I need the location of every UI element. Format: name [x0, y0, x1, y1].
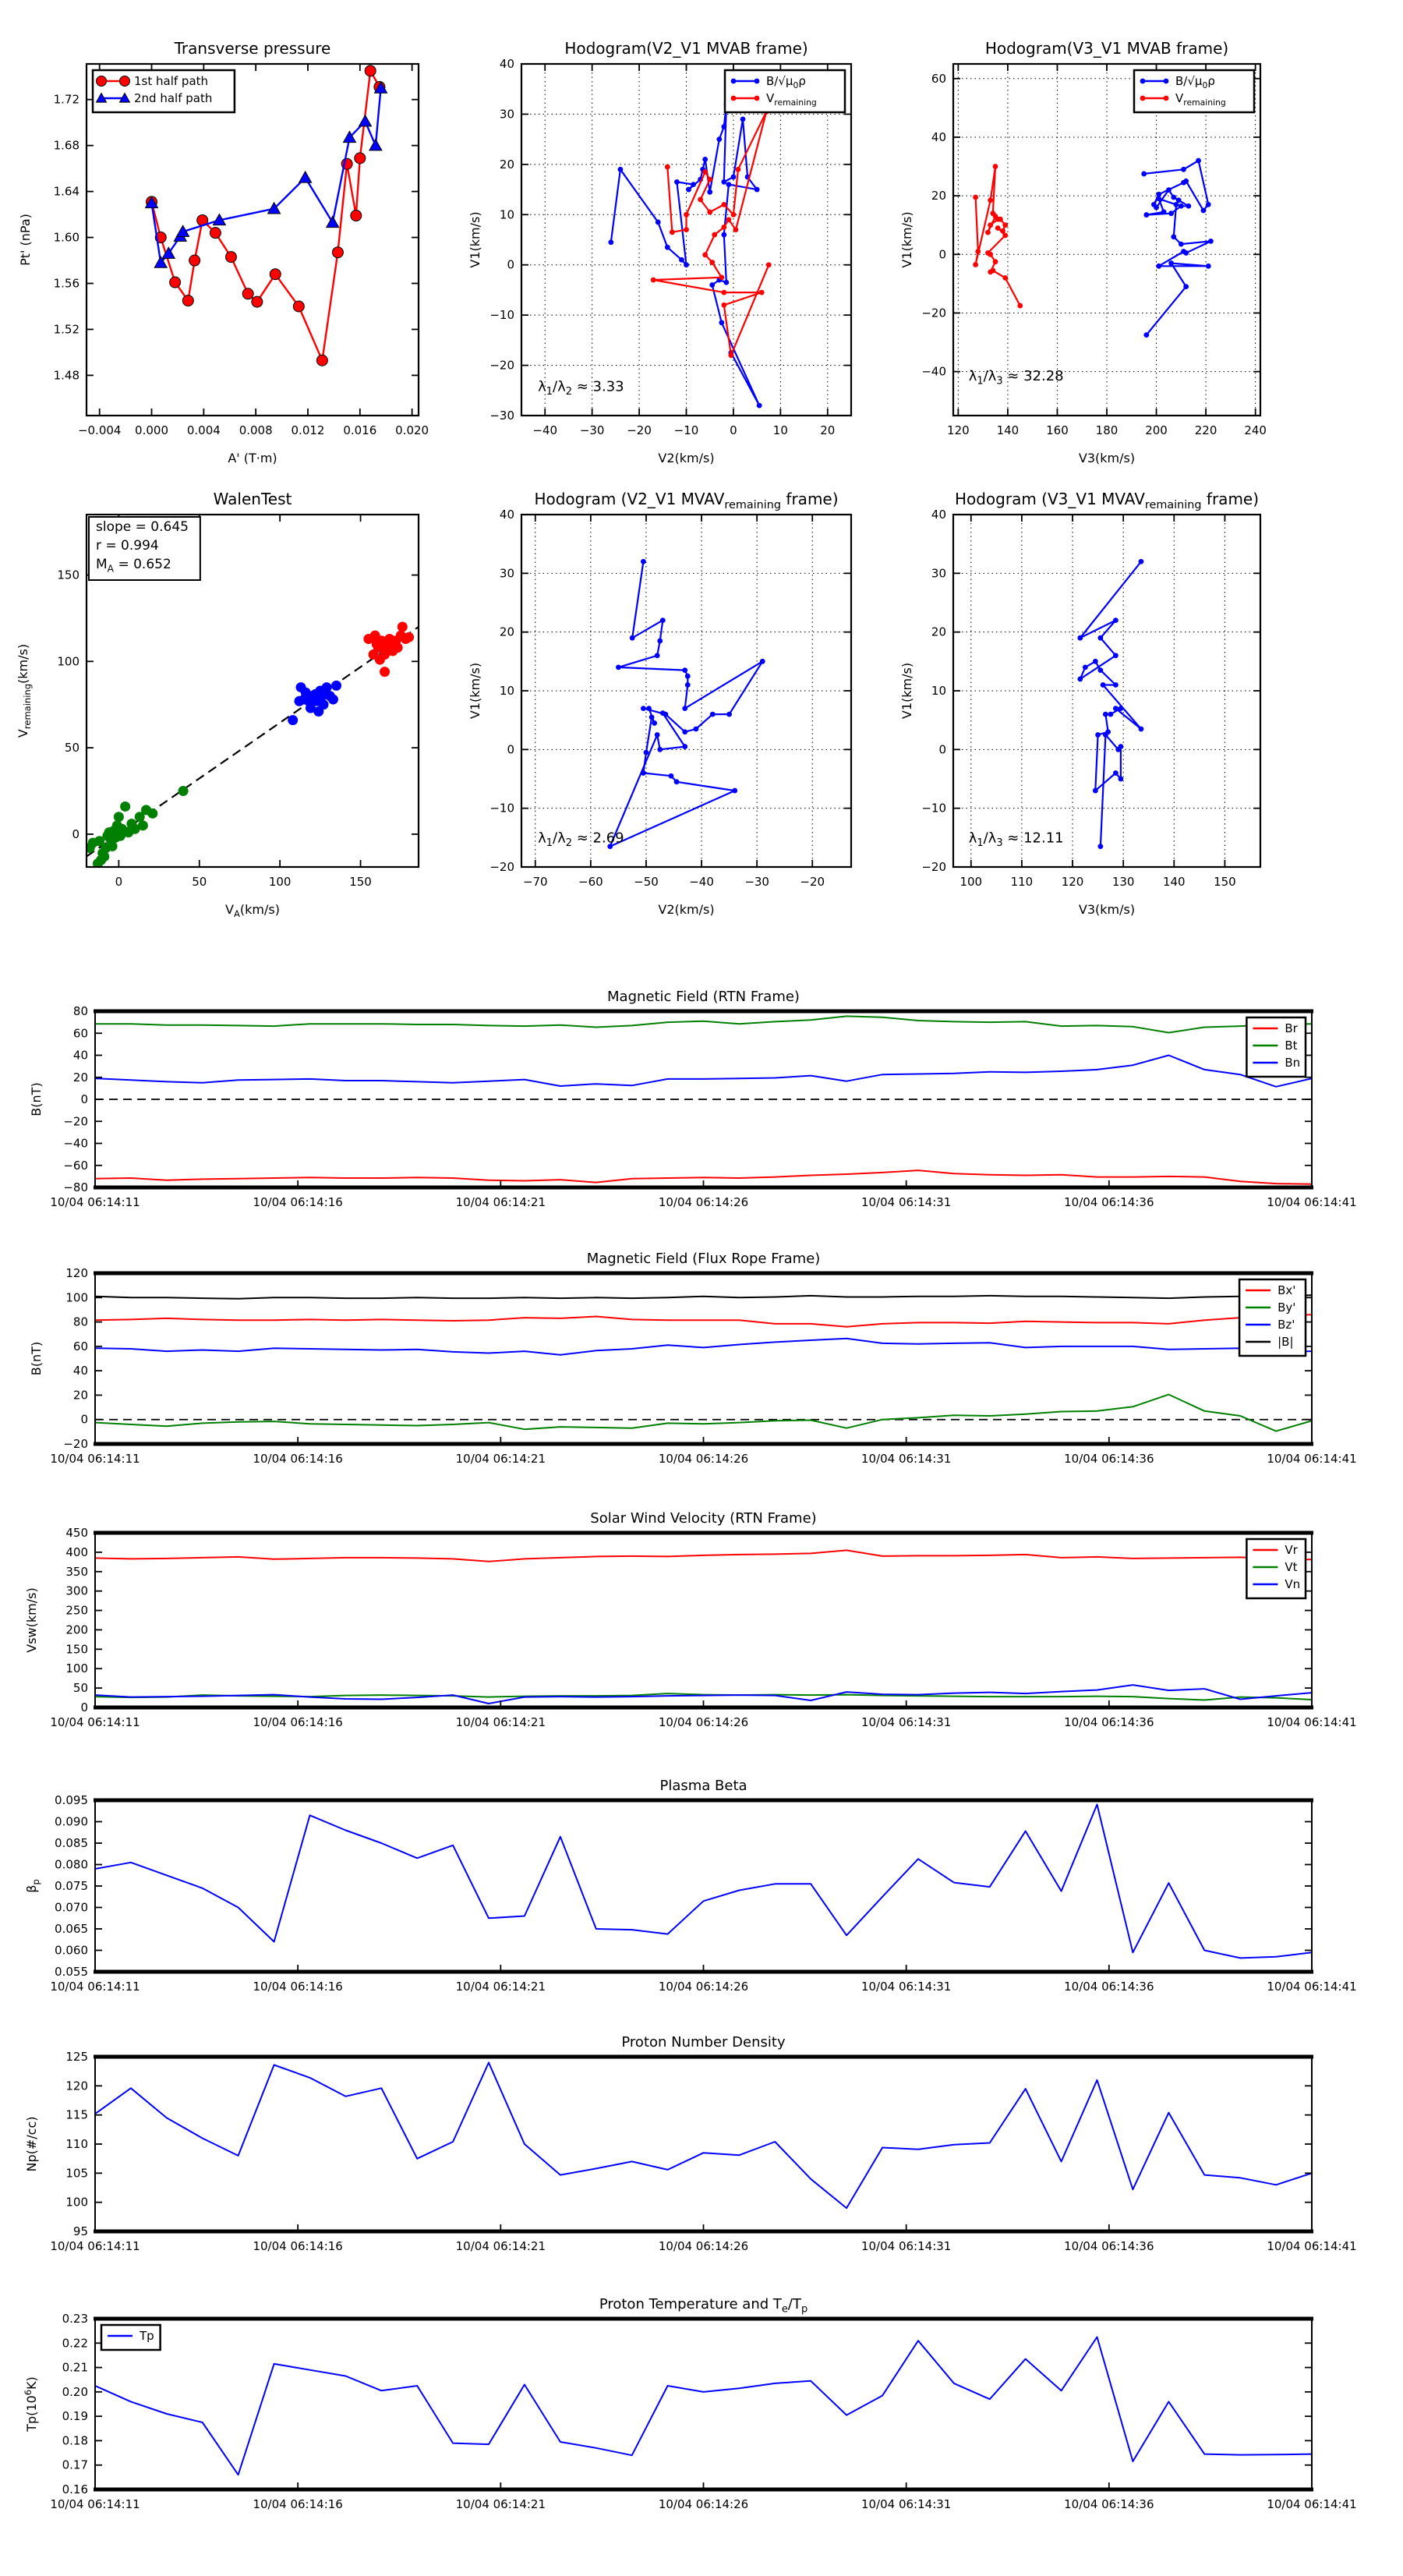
- x-tick-label: 10/04 06:14:21: [455, 1715, 546, 1729]
- x-tick-label: 10: [772, 423, 788, 437]
- legend-label: By': [1278, 1300, 1296, 1315]
- x-axis-label: V3(km/s): [1078, 902, 1136, 917]
- x-tick-label: 10/04 06:14:31: [861, 1195, 952, 1209]
- y-tick-label: 1.52: [53, 322, 80, 337]
- series-layer: [973, 158, 1214, 338]
- x-tick-label: 10/04 06:14:11: [50, 1195, 140, 1209]
- y-axis-label: V1(km/s): [899, 211, 914, 268]
- y-tick-label: 40: [499, 57, 514, 71]
- series-layer: [608, 101, 771, 408]
- legend: [725, 70, 845, 112]
- y-tick-label: −20: [489, 358, 514, 373]
- y-tick-label: 0.20: [62, 2384, 88, 2399]
- plot-walen-test: [16, 490, 419, 919]
- y-tick-label: 40: [499, 508, 514, 522]
- lambda-ratio-annotation: $\lambda_1/\lambda_3 \approx 12.11$: [968, 830, 1064, 849]
- series-np: [95, 2063, 1312, 2209]
- series-v-remaining: [973, 164, 1023, 308]
- y-axis-label: Vsw(km/s): [24, 1587, 39, 1653]
- y-tick-label: 1.60: [53, 230, 80, 245]
- plot-title: Hodogram (V3_V1 $MVAV_{remaining}$ frame): [954, 490, 1260, 511]
- y-tick-label: 80: [72, 1004, 88, 1018]
- y-tick-label: 0: [507, 742, 514, 757]
- x-tick-label: 100: [959, 875, 983, 889]
- x-tick-label: 10/04 06:14:36: [1064, 1980, 1154, 1994]
- x-tick-label: 10/04 06:14:41: [1267, 1452, 1357, 1466]
- grid: [953, 64, 1260, 416]
- x-tick-label: 10/04 06:14:16: [253, 1715, 343, 1729]
- x-tick-label: 10/04 06:14:31: [861, 1452, 952, 1466]
- lambda-ratio-annotation: $\lambda_1/\lambda_2 \approx 2.69$: [538, 830, 624, 849]
- x-tick-label: −40: [689, 875, 714, 889]
- y-tick-label: 115: [65, 2107, 88, 2122]
- y-tick-label: 10: [931, 684, 946, 698]
- series-layer: [95, 2337, 1312, 2475]
- legend: [1134, 70, 1254, 112]
- x-tick-label: −20: [627, 423, 652, 437]
- y-tick-label: −30: [489, 409, 514, 423]
- y-tick-label: 150: [65, 1642, 88, 1657]
- x-tick-label: 150: [1214, 875, 1236, 889]
- series-first-interval: [85, 786, 189, 877]
- x-tick-label: 10/04 06:14:31: [861, 1980, 952, 1994]
- x-tick-label: 0.012: [291, 423, 325, 437]
- y-tick-label: 0.090: [55, 1814, 88, 1829]
- x-tick-label: 10/04 06:14:21: [455, 2497, 546, 2511]
- lambda-ratio-annotation: $\lambda_1/\lambda_2 \approx 3.33$: [538, 378, 624, 398]
- legend-label: Vt: [1285, 1560, 1298, 1574]
- x-tick-label: −10: [673, 423, 699, 437]
- legend-label: Bx': [1278, 1283, 1296, 1297]
- ticks: [54, 64, 429, 437]
- y-tick-label: −20: [921, 306, 946, 320]
- x-tick-label: 10/04 06:14:11: [50, 1980, 140, 1994]
- x-tick-label: 180: [1095, 423, 1119, 437]
- stats-line: r = 0.994: [96, 538, 159, 554]
- y-tick-label: −20: [921, 860, 946, 874]
- axes-frame: [94, 2057, 1313, 2231]
- x-tick-label: 10/04 06:14:11: [50, 2239, 140, 2253]
- axes-frame: [94, 1800, 1313, 1972]
- series-tp: [95, 2337, 1312, 2475]
- legend-label: 2nd half path: [134, 91, 213, 105]
- x-tick-label: 0: [730, 423, 737, 437]
- y-tick-label: 80: [72, 1315, 88, 1329]
- legend-label: Tp: [140, 2329, 154, 2343]
- legend: [1239, 1279, 1306, 1356]
- series-bt: [95, 1016, 1312, 1032]
- x-tick-label: −30: [579, 423, 605, 437]
- y-tick-label: −20: [63, 1114, 88, 1129]
- x-tick-label: 10/04 06:14:41: [1267, 1980, 1357, 1994]
- x-tick-label: −50: [634, 875, 659, 889]
- y-tick-label: 0.070: [55, 1900, 88, 1915]
- x-tick-label: 10/04 06:14:26: [658, 1715, 749, 1729]
- y-tick-label: 120: [65, 1266, 88, 1280]
- y-axis-label: V1(km/s): [468, 662, 482, 720]
- series-by-: [95, 1395, 1312, 1431]
- x-tick-label: 10/04 06:14:41: [1267, 1195, 1357, 1209]
- y-axis-label: V1(km/s): [899, 662, 914, 720]
- series-layer: [95, 1295, 1312, 1431]
- y-tick-label: 0: [80, 1092, 88, 1106]
- y-axis-label: V1(km/s): [468, 211, 482, 268]
- x-tick-label: 10/04 06:14:11: [50, 2497, 140, 2511]
- series-vr: [95, 1550, 1312, 1561]
- legend-label: $B/√\mu_0\rho$: [1175, 74, 1215, 90]
- x-tick-label: −70: [522, 875, 548, 889]
- y-tick-label: 60: [72, 1339, 88, 1353]
- y-tick-label: 105: [65, 2166, 88, 2181]
- x-tick-label: 10/04 06:14:26: [658, 1195, 749, 1209]
- y-tick-label: 250: [65, 1603, 88, 1618]
- plot-title: Hodogram(V3_V1 MVAB frame): [984, 39, 1229, 58]
- plot-hodogram-v2v1-mvab: [468, 39, 851, 465]
- x-tick-label: 10/04 06:14:16: [253, 1195, 343, 1209]
- legend-label: Vr: [1285, 1543, 1298, 1557]
- x-tick-label: 10/04 06:14:36: [1064, 1195, 1154, 1209]
- y-axis-label: B(nT): [29, 1341, 44, 1376]
- y-tick-label: 0: [507, 257, 514, 272]
- x-tick-label: 120: [947, 423, 970, 437]
- y-tick-label: 0: [72, 826, 80, 841]
- y-axis-label: Np(#/cc): [24, 2116, 39, 2172]
- x-tick-label: 10/04 06:14:41: [1267, 2239, 1357, 2253]
- axes-frame: [87, 64, 419, 416]
- y-tick-label: 1.68: [53, 138, 80, 153]
- series-v-remaining: [651, 109, 772, 358]
- y-tick-label: 50: [72, 1681, 88, 1696]
- plot-hodogram-v3v1-mvab: [899, 39, 1267, 465]
- legend: [101, 2325, 161, 2350]
- plot-title: Magnetic Field (RTN Frame): [607, 989, 800, 1005]
- x-tick-label: 220: [1194, 423, 1217, 437]
- series-last-interval: [363, 622, 414, 678]
- legend-label: $B/√\mu_0\rho$: [766, 74, 806, 90]
- series-b-sqrt-mu0-rho-: [1141, 158, 1214, 338]
- series-beta-p: [95, 1805, 1312, 1959]
- series-middle-interval: [288, 681, 341, 725]
- x-tick-label: 10/04 06:14:11: [50, 1452, 140, 1466]
- plot-title: Proton Number Density: [621, 2034, 786, 2051]
- series-bz-: [95, 1339, 1312, 1355]
- lambda-ratio-annotation: $\lambda_1/\lambda_3 \approx 32.28$: [968, 367, 1064, 387]
- x-tick-label: 240: [1244, 423, 1267, 437]
- y-tick-label: −10: [921, 801, 946, 816]
- ticks: [50, 1793, 1356, 1994]
- axes-frame: [94, 2319, 1313, 2489]
- x-tick-label: 0: [115, 875, 123, 889]
- x-tick-label: 10/04 06:14:41: [1267, 2497, 1357, 2511]
- x-tick-label: 160: [1046, 423, 1069, 437]
- y-tick-label: 0.055: [55, 1965, 88, 1979]
- x-tick-label: −60: [578, 875, 603, 889]
- y-tick-label: 0.075: [55, 1879, 88, 1893]
- x-tick-label: −20: [800, 875, 825, 889]
- y-tick-label: 0: [80, 1700, 88, 1714]
- y-tick-label: 60: [72, 1026, 88, 1041]
- x-tick-label: 10/04 06:14:36: [1064, 2239, 1154, 2253]
- y-tick-label: 0.17: [62, 2457, 88, 2472]
- y-tick-label: 200: [65, 1622, 88, 1637]
- y-tick-label: 20: [931, 625, 946, 639]
- series-b-sqrt-mu0-rho-: [608, 101, 762, 408]
- y-tick-label: 10: [499, 207, 514, 222]
- y-tick-label: 125: [65, 2050, 88, 2064]
- y-tick-label: 0.22: [62, 2336, 88, 2351]
- x-tick-label: 120: [1061, 875, 1084, 889]
- x-axis-label: V2(km/s): [658, 451, 715, 465]
- y-tick-label: 350: [65, 1564, 88, 1579]
- legend-label: Br: [1285, 1021, 1298, 1035]
- plot-solar-wind-velocity: [24, 1510, 1357, 1729]
- y-tick-label: 0: [938, 742, 946, 757]
- y-tick-label: 450: [65, 1526, 88, 1540]
- y-tick-label: 40: [72, 1048, 88, 1063]
- axes-frame: [953, 515, 1260, 867]
- series-bn: [95, 1056, 1312, 1087]
- y-tick-label: 20: [499, 157, 514, 172]
- legend-label: $V_{remaining}$: [1175, 91, 1226, 108]
- series--b-: [95, 1295, 1312, 1299]
- plot-hodogram-v2v1-mvav: [468, 490, 851, 917]
- x-tick-label: 10/04 06:14:26: [658, 1980, 749, 1994]
- y-axis-label: $V_{remaining}(km/s)$: [16, 643, 33, 738]
- plot-title: Hodogram (V2_V1 $MVAV_{remaining}$ frame): [534, 490, 839, 511]
- plot-title: Plasma Beta: [659, 1778, 747, 1794]
- series-layer: [607, 559, 765, 849]
- y-tick-label: 150: [57, 568, 80, 582]
- y-tick-label: 40: [931, 508, 946, 522]
- x-tick-label: 140: [1162, 875, 1186, 889]
- legend: [93, 70, 235, 112]
- x-tick-label: 0.016: [343, 423, 377, 437]
- y-axis-label: $Tp(10^6K)$: [22, 2376, 39, 2432]
- x-tick-label: 20: [820, 423, 836, 437]
- x-axis-label: V3(km/s): [1078, 451, 1136, 465]
- x-tick-label: 150: [349, 875, 372, 889]
- y-tick-label: 0.060: [55, 1943, 88, 1958]
- y-tick-label: 40: [72, 1364, 88, 1378]
- y-tick-label: −80: [63, 1180, 88, 1194]
- y-tick-label: 20: [931, 189, 946, 203]
- plot-plasma-beta: [24, 1778, 1357, 1994]
- x-tick-label: 0.008: [239, 423, 273, 437]
- x-tick-label: 10/04 06:14:26: [658, 1452, 749, 1466]
- y-tick-label: 1.64: [53, 184, 80, 199]
- plot-title: Proton Temperature and $T_e/T_p$: [599, 2296, 808, 2316]
- x-tick-label: 10/04 06:14:31: [861, 2497, 952, 2511]
- y-tick-label: 100: [65, 2195, 88, 2210]
- y-axis-label: Pt' (nPa): [18, 214, 33, 266]
- x-axis-label: A' (T·m): [228, 451, 277, 465]
- legend-label: 1st half path: [134, 74, 209, 88]
- y-axis-label: B(nT): [29, 1082, 44, 1116]
- y-tick-label: 1.56: [53, 276, 80, 291]
- plot-hodogram-v3v1-mvav: [899, 490, 1260, 917]
- y-tick-label: 0.21: [62, 2360, 88, 2375]
- x-tick-label: 10/04 06:14:26: [658, 2239, 749, 2253]
- x-tick-label: 110: [1010, 875, 1034, 889]
- x-tick-label: 10/04 06:14:16: [253, 1452, 343, 1466]
- y-tick-label: 95: [72, 2224, 88, 2238]
- legend: [1246, 1017, 1306, 1077]
- series-layer: [85, 622, 419, 878]
- legend-label: $V_{remaining}$: [766, 91, 817, 108]
- y-tick-label: 0.16: [62, 2482, 88, 2496]
- plot-magnetic-field-fluxrope: [29, 1251, 1357, 1466]
- y-tick-label: 10: [499, 684, 514, 698]
- y-tick-label: 0: [938, 247, 946, 262]
- ticks: [50, 2050, 1356, 2253]
- plot-proton-temperature: [23, 2296, 1357, 2511]
- plot-title: Magnetic Field (Flux Rope Frame): [586, 1251, 821, 1267]
- x-tick-label: 10/04 06:14:36: [1064, 2497, 1154, 2511]
- x-axis-label: V2(km/s): [658, 902, 715, 917]
- y-tick-label: −40: [63, 1136, 88, 1151]
- y-tick-label: 0.080: [55, 1857, 88, 1872]
- x-tick-label: 130: [1111, 875, 1135, 889]
- legend-label: |B|: [1278, 1335, 1294, 1349]
- x-tick-label: 10/04 06:14:31: [861, 1715, 952, 1729]
- x-tick-label: 0.004: [186, 423, 221, 437]
- legend-label: Bn: [1285, 1056, 1301, 1070]
- y-tick-label: 20: [499, 625, 514, 639]
- y-tick-label: 30: [499, 107, 514, 122]
- axes-frame: [94, 1273, 1313, 1444]
- plot-magnetic-field-rtn: [29, 989, 1357, 1209]
- grid: [953, 515, 1260, 867]
- series-b-sqrt-mu0-rho-: [1077, 559, 1143, 849]
- x-tick-label: 10/04 06:14:21: [455, 1452, 546, 1466]
- x-tick-label: 10/04 06:14:16: [253, 2497, 343, 2511]
- y-tick-label: 400: [65, 1545, 88, 1559]
- y-tick-label: −20: [63, 1437, 88, 1451]
- x-tick-label: 10/04 06:14:26: [658, 2497, 749, 2511]
- y-tick-label: 0: [80, 1412, 88, 1427]
- x-tick-label: 10/04 06:14:16: [253, 1980, 343, 1994]
- plot-title: Transverse pressure: [174, 39, 331, 58]
- x-tick-label: 10/04 06:14:21: [455, 1980, 546, 1994]
- y-tick-label: −10: [489, 801, 514, 816]
- y-tick-label: 20: [72, 1388, 88, 1403]
- y-tick-label: 0.095: [55, 1793, 88, 1807]
- x-tick-label: 10/04 06:14:36: [1064, 1715, 1154, 1729]
- x-tick-label: 10/04 06:14:11: [50, 1715, 140, 1729]
- y-tick-label: 40: [931, 129, 946, 144]
- y-tick-label: 60: [931, 71, 946, 86]
- y-tick-label: −20: [489, 860, 514, 874]
- y-tick-label: 0.18: [62, 2433, 88, 2448]
- y-tick-label: 1.48: [53, 368, 80, 383]
- y-tick-label: 0.065: [55, 1922, 88, 1936]
- plot-transverse-pressure: [18, 39, 429, 465]
- y-tick-label: −60: [63, 1158, 88, 1173]
- x-tick-label: 10/04 06:14:41: [1267, 1715, 1357, 1729]
- x-axis-label: $V_A(km/s)$: [225, 902, 280, 919]
- x-tick-label: 200: [1145, 423, 1168, 437]
- plot-title: Hodogram(V2_V1 MVAB frame): [564, 39, 808, 58]
- x-tick-label: 10/04 06:14:21: [455, 2239, 546, 2253]
- y-tick-label: −10: [489, 308, 514, 323]
- series-layer: [95, 2063, 1312, 2209]
- x-tick-label: 10/04 06:14:31: [861, 2239, 952, 2253]
- series-layer: [95, 1016, 1312, 1184]
- y-tick-label: 30: [499, 566, 514, 581]
- y-tick-label: 50: [64, 741, 80, 755]
- y-tick-label: 1.72: [53, 92, 80, 107]
- x-tick-label: 10/04 06:14:16: [253, 2239, 343, 2253]
- legend-label: Vn: [1285, 1577, 1301, 1591]
- x-tick-label: 50: [192, 875, 207, 889]
- plot-title: Solar Wind Velocity (RTN Frame): [590, 1510, 817, 1527]
- stats-line: $M_A = 0.652$: [96, 557, 171, 575]
- y-tick-label: 120: [65, 2079, 88, 2093]
- y-tick-label: 100: [57, 654, 80, 669]
- y-tick-label: 100: [65, 1661, 88, 1676]
- series-b-sqrt-mu0-rho-: [607, 559, 765, 849]
- grid: [521, 64, 851, 416]
- x-tick-label: 140: [996, 423, 1020, 437]
- legend: [1246, 1539, 1306, 1598]
- plot-title: WalenTest: [213, 490, 292, 508]
- y-tick-label: 0.085: [55, 1836, 88, 1850]
- y-tick-label: −40: [921, 364, 946, 379]
- x-tick-label: 100: [268, 875, 292, 889]
- x-tick-label: −40: [532, 423, 558, 437]
- y-tick-label: 0.19: [62, 2409, 88, 2424]
- y-tick-label: 20: [72, 1070, 88, 1085]
- series-bx-: [95, 1315, 1312, 1327]
- legend-label: Bz': [1278, 1318, 1295, 1332]
- x-tick-label: −30: [744, 875, 769, 889]
- y-tick-label: 0.23: [62, 2312, 88, 2326]
- y-tick-label: 100: [65, 1290, 88, 1305]
- ticks: [50, 2312, 1356, 2511]
- x-tick-label: 0.000: [135, 423, 169, 437]
- series-layer: [1077, 559, 1143, 849]
- x-tick-label: 10/04 06:14:36: [1064, 1452, 1154, 1466]
- y-tick-label: 30: [931, 566, 946, 581]
- series-layer: [95, 1805, 1312, 1959]
- y-tick-label: 110: [65, 2137, 88, 2151]
- x-tick-label: −0.004: [77, 423, 122, 437]
- y-tick-label: 300: [65, 1583, 88, 1598]
- series-layer: [95, 1550, 1312, 1704]
- x-tick-label: 0.020: [395, 423, 429, 437]
- plot-proton-number-density: [24, 2034, 1357, 2253]
- y-axis-label: $\beta_p$: [24, 1879, 41, 1893]
- stats-line: slope = 0.645: [96, 519, 189, 535]
- x-tick-label: 10/04 06:14:21: [455, 1195, 546, 1209]
- legend-label: Bt: [1285, 1039, 1298, 1053]
